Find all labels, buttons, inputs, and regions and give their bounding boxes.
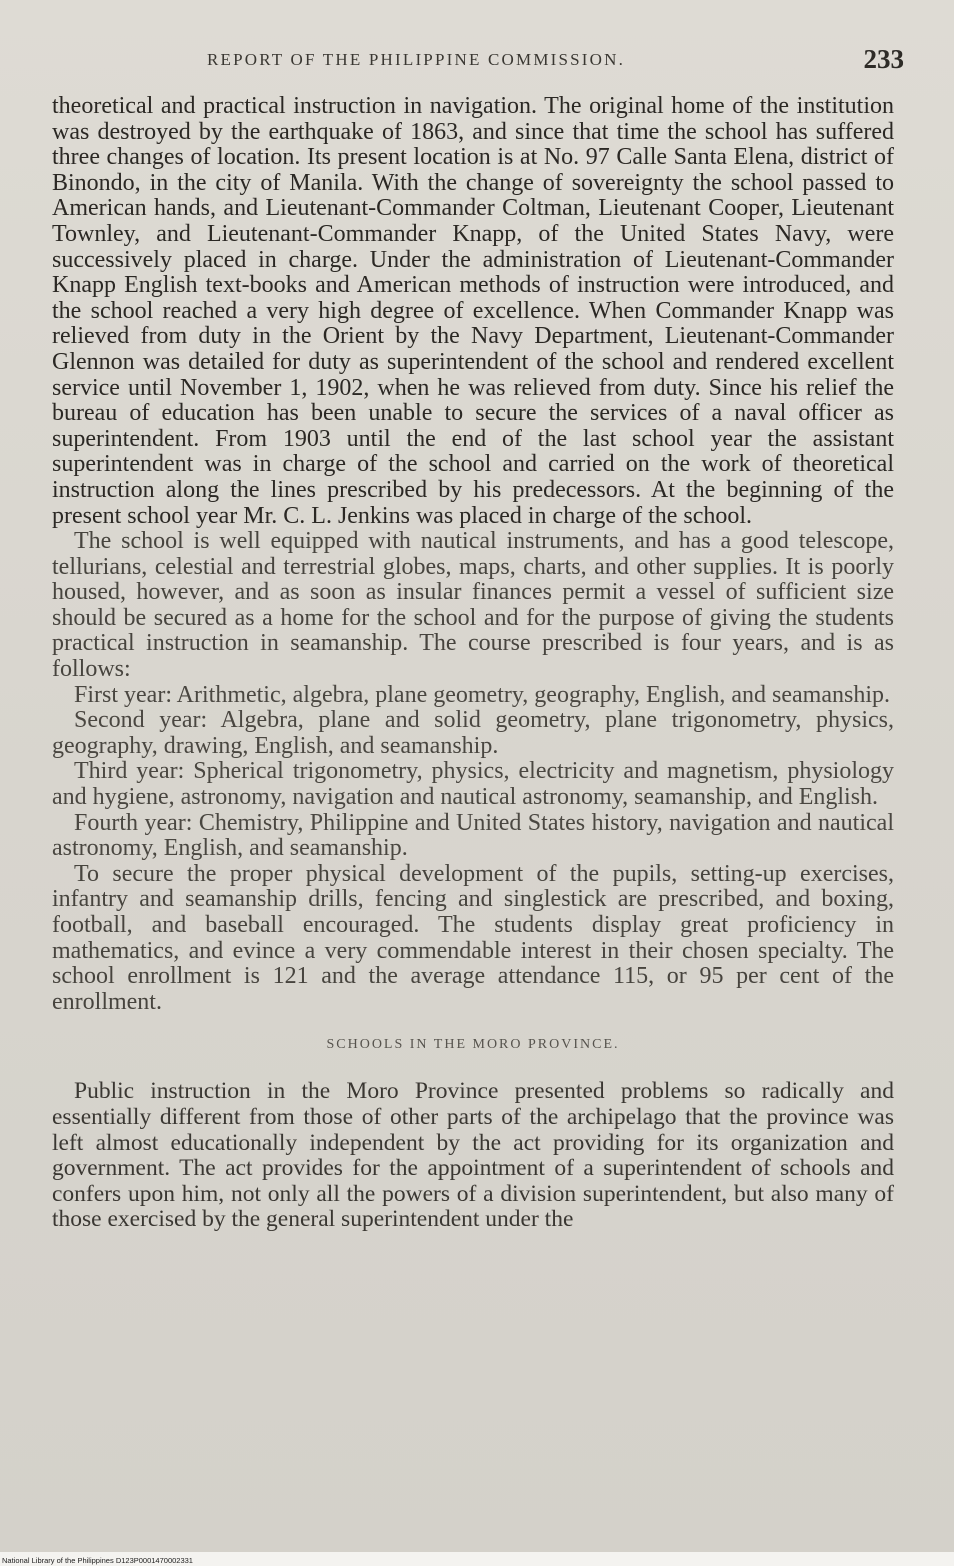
paragraph-navigation-school: theoretical and practical instruction in navigation. The original home of the institution was destroyed by the earthquake of 1863, and since that time the school has suffered three changes of location. Its present location is at No. 97 Calle Santa Elena, district of Binondo, in the city of Manila. With the change of sovereignty the school passed to American hands, and Lieutenant-Commander Coltman, Lieutenant Cooper, Lieutenant Townley, and Lieutenant-Commander Knapp, of the United States Navy, were successively placed in charge. Under the administration of Lieutenant-Commander Knapp English text-books and American methods of instruction were introduced, and the school reached a very high degree of excellence. When Commander Knapp was relieved from duty in the Orient by the Navy Department, Lieutenant-Commander Glennon was detailed for duty as superintendent of the school and rendered excellent service until November 1, 1902, when he was relieved from duty. Since his relief the bureau of education has been unable to secure the services of a naval officer as superintendent. From 1903 until the end of the last school year the assistant superintendent was in charge of the school and carried on the work of theoretical instruction along the lines prescribed by his predecessors. At the beginning of the present school year Mr. C. L. Jenkins was placed in charge of the school.: [52, 93, 894, 529]
course-second-year: Second year: Algebra, plane and solid geometry, plane trigonometry, physics, geography, drawing, English, and seamanship.: [52, 707, 894, 759]
paragraph-physical-development: To secure the proper physical development of the pupils, setting-up exercises, infantry and seamanship drills, fencing and singlestick are prescribed, and boxing, football, and baseball encouraged. The students display great proficiency in mathematics, and evince a very commendable interest in their chosen specialty. The school enrollment is 121 and the average attendance 115, or 95 per cent of the enrollment.: [52, 860, 894, 1015]
paragraph-equipment: The school is well equipped with nautical instruments, and has a good telescope, tellurians, celestial and terrestrial globes, maps, charts, and other supplies. It is poorly housed, however, and as soon as insular finances permit a vessel of sufficient size should be secured as a home for the school and for the purpose of giving the students practical instruction in seamanship. The course prescribed is four years, and is as follows:: [52, 528, 894, 683]
body-text: [52, 94, 894, 1233]
running-head: [52, 44, 912, 84]
running-head-title: REPORT OF THE PHILIPPINE COMMISSION.: [207, 50, 626, 69]
paragraph-moro-province: Public instruction in the Moro Province presented problems so radically and essentially different from those of other parts of the archipelago that the province was left almost educationally independent by the act providing for its organization and government. The act provides for the appointment of a superintendent of schools and confers upon him, not only all the powers of a division superintendent, but also many of those exercised by the general superintendent under the: [52, 1078, 894, 1233]
course-fourth-year: Fourth year: Chemistry, Philippine and United States history, navigation and nautical astronomy, English, and seamanship.: [52, 809, 894, 862]
footer-text: National Library of the Philippines D123P0001470002331: [2, 1556, 193, 1565]
page-number: 233: [863, 44, 904, 74]
section-heading: SCHOOLS IN THE MORO PROVINCE.: [326, 1037, 620, 1053]
footer-bar: [0, 1552, 954, 1566]
course-first-year: First year: Arithmetic, algebra, plane geometry, geography, English, and seamanship.: [74, 681, 890, 708]
course-third-year: Third year: Spherical trigonometry, physics, electricity and magnetism, physiology and hygiene, astronomy, navigation and nautical astronomy, seamanship, and English.: [52, 758, 894, 811]
